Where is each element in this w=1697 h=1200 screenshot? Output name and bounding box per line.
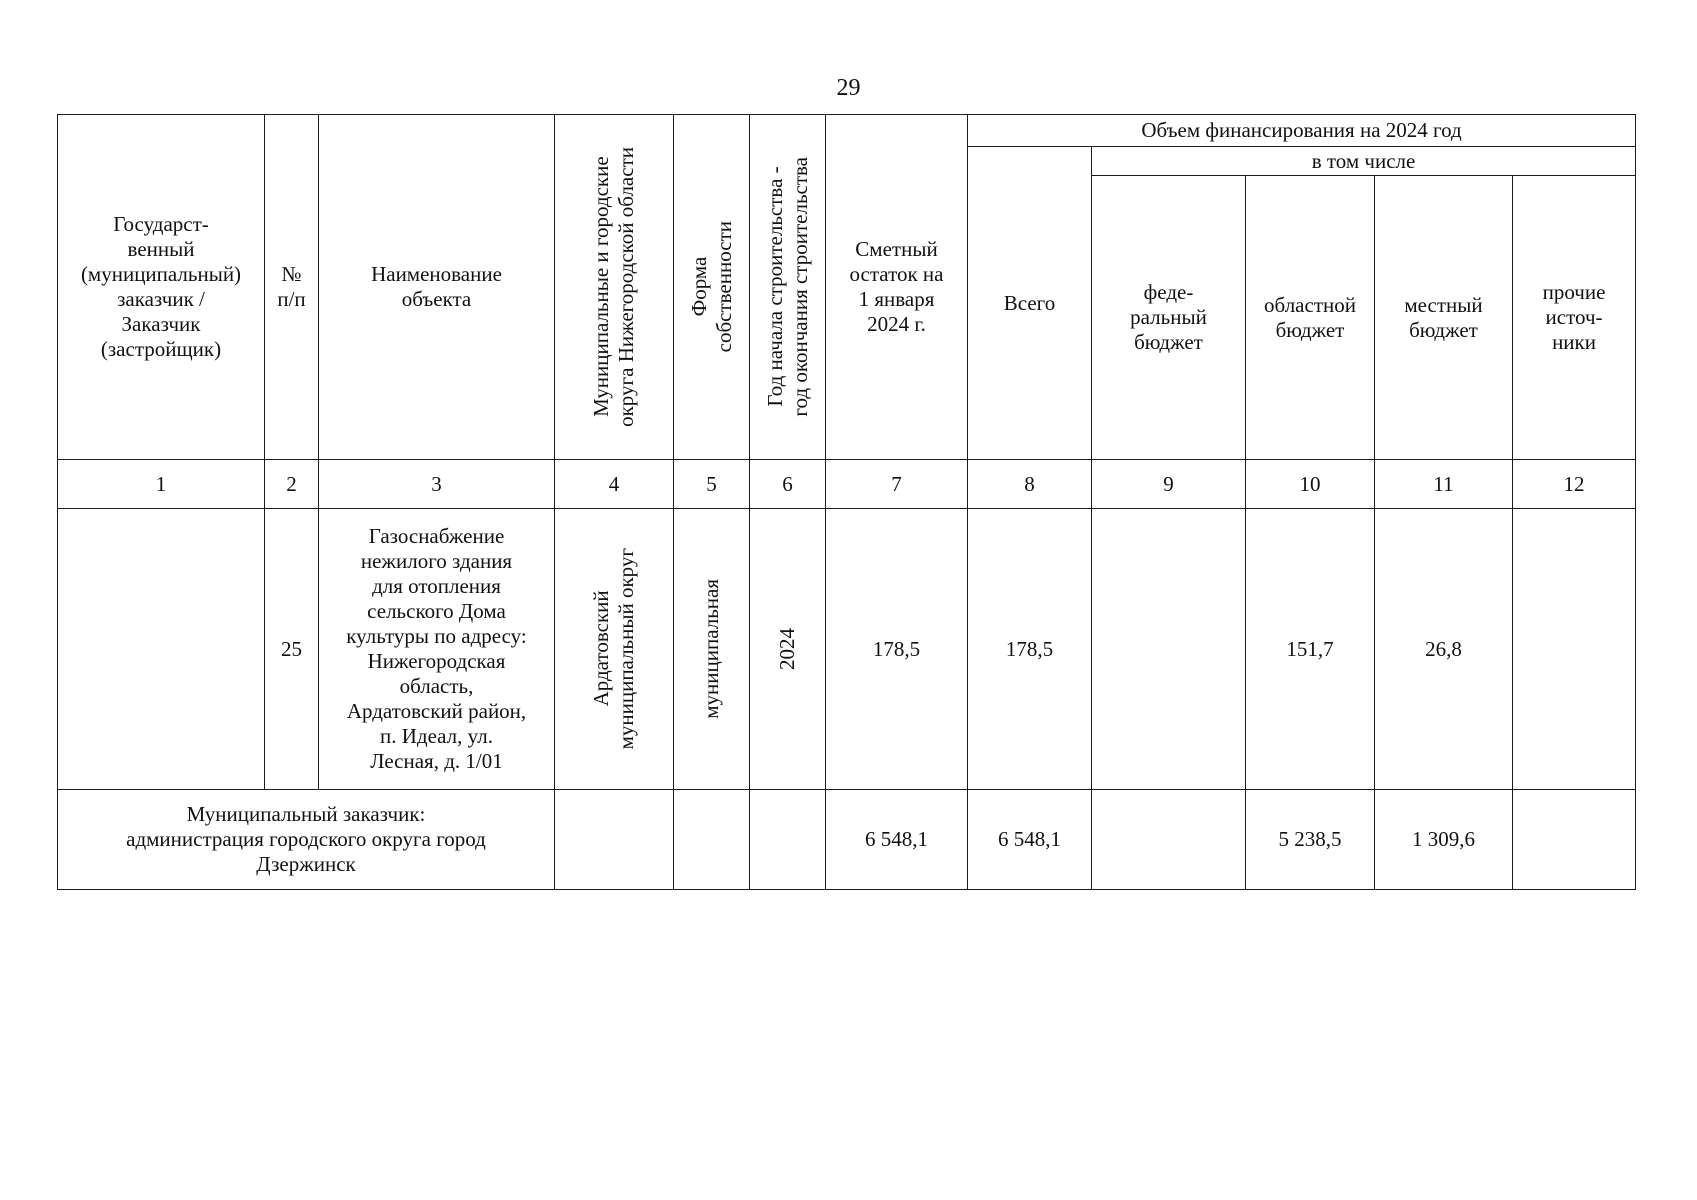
header-customer: Государст- венный (муниципальный) заказчик / Заказчик (застройщик) (58, 115, 265, 460)
column-number: 4 (555, 460, 674, 509)
header-local: местный бюджет (1375, 176, 1513, 460)
column-number: 7 (826, 460, 968, 509)
header-other: прочие источ- ники (1513, 176, 1636, 460)
header-ownership: Форма собственности (674, 115, 750, 460)
cell-years: 2024 (750, 509, 826, 790)
column-number: 9 (1092, 460, 1246, 509)
total-local: 1 309,6 (1375, 790, 1513, 890)
cell-local: 26,8 (1375, 509, 1513, 790)
cell-regional: 151,7 (1246, 509, 1375, 790)
header-federal: феде- ральный бюджет (1092, 176, 1246, 460)
header-num: № п/п (265, 115, 319, 460)
table-row (58, 509, 1636, 790)
header-years: Год начала строительства - год окончания строительства (750, 115, 826, 460)
cell-customer (58, 509, 265, 790)
cell-object-name: Газоснабжение нежилого здания для отопления сельского Дома культуры по адресу: Нижегородская область, Ардатовский район, п. Идеал, ул. Лесная, д. 1/01 (319, 509, 555, 790)
column-number: 2 (265, 460, 319, 509)
page-number: 29 (836, 75, 861, 101)
header-regional: областной бюджет (1246, 176, 1375, 460)
header-financing-group: Объем финансирования на 2024 год (968, 115, 1636, 147)
column-number: 11 (1375, 460, 1513, 509)
total-regional: 5 238,5 (1246, 790, 1375, 890)
column-number: 10 (1246, 460, 1375, 509)
cell-municipality: Ардатовский муниципальный округ (555, 509, 674, 790)
total-years (750, 790, 826, 890)
column-number: 8 (968, 460, 1092, 509)
column-numbers-row (58, 460, 1636, 509)
total-ownership (674, 790, 750, 890)
cell-total: 178,5 (968, 509, 1092, 790)
total-other (1513, 790, 1636, 890)
header-name: Наименование объекта (319, 115, 555, 460)
cell-remainder: 178,5 (826, 509, 968, 790)
cell-federal (1092, 509, 1246, 790)
total-row (58, 790, 1636, 890)
total-municipality (555, 790, 674, 890)
financing-table (57, 114, 1636, 890)
total-total: 6 548,1 (968, 790, 1092, 890)
header-including: в том числе (1092, 147, 1636, 176)
total-remainder: 6 548,1 (826, 790, 968, 890)
cell-other (1513, 509, 1636, 790)
cell-ownership: муниципальная (674, 509, 750, 790)
column-number: 5 (674, 460, 750, 509)
header-total: Всего (968, 147, 1092, 460)
column-number: 3 (319, 460, 555, 509)
total-federal (1092, 790, 1246, 890)
column-number: 1 (58, 460, 265, 509)
header-remainder: Сметный остаток на 1 января 2024 г. (826, 115, 968, 460)
column-number: 6 (750, 460, 826, 509)
header-municipality: Муниципальные и городские округа Нижегородской области (555, 115, 674, 460)
total-label: Муниципальный заказчик: администрация городского округа город Дзержинск (58, 790, 555, 890)
column-number: 12 (1513, 460, 1636, 509)
cell-num: 25 (265, 509, 319, 790)
